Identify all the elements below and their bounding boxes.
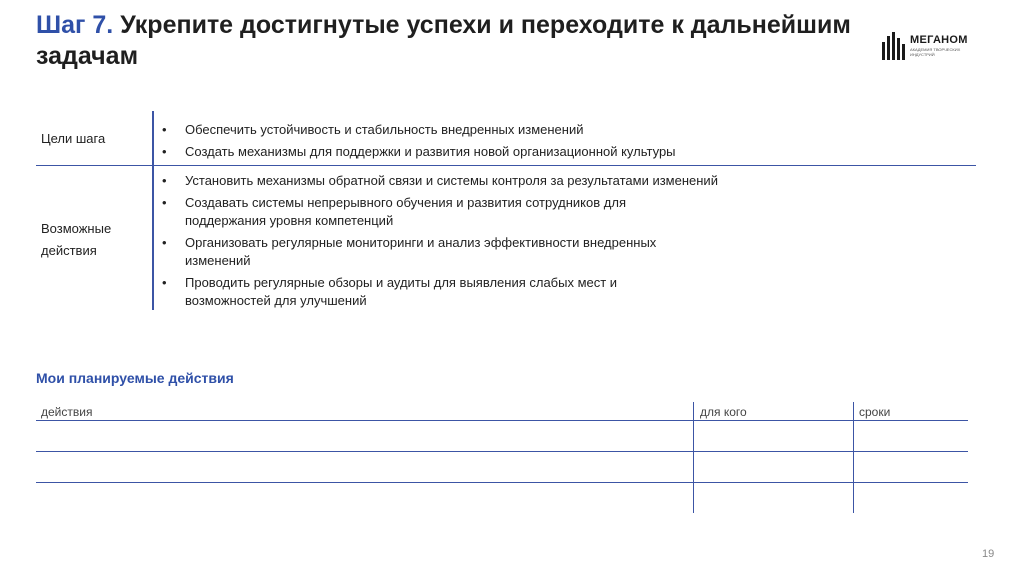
action-item: • Создавать системы непрерывного обучения и развития сотрудников для поддержания уровня компетенций — [162, 194, 702, 230]
plan-heading: Мои планируемые действия — [36, 370, 234, 386]
step-title: Укрепите достигнутые успехи и переходите к дальнейшим задачам — [36, 11, 851, 70]
plan-header-line — [36, 420, 968, 421]
actions-label-line1: Возможные — [41, 221, 112, 236]
plan-column-divider — [853, 402, 854, 513]
action-item: • Проводить регулярные обзоры и аудиты для выявления слабых мест и возможностей для улучшений — [162, 274, 702, 310]
goal-item: • Обеспечить устойчивость и стабильность внедренных изменений — [162, 121, 862, 139]
meganom-logo — [880, 30, 980, 64]
page-number: 19 — [982, 548, 995, 560]
plan-row-line — [36, 482, 968, 483]
plan-column-actions: действия — [41, 405, 93, 419]
plan-column-deadlines: сроки — [859, 405, 891, 419]
step-number: Шаг 7. — [36, 11, 114, 39]
plan-column-divider — [693, 402, 694, 513]
actions-label — [41, 218, 111, 262]
actions-label-line2: действия — [41, 243, 97, 258]
actions-list — [162, 172, 718, 314]
action-item: • Организовать регулярные мониторинги и анализ эффективности внедренных изменений — [162, 234, 702, 270]
goal-item: • Создать механизмы для поддержки и развития новой организационной культуры — [162, 143, 862, 161]
table-vertical-divider — [152, 111, 154, 310]
logo-brand: МЕГАНОМ — [910, 34, 968, 46]
action-item: • Установить механизмы обратной связи и системы контроля за результатами изменений — [162, 172, 885, 190]
table-row-divider — [36, 165, 976, 166]
plan-row-line — [36, 451, 968, 452]
goals-label: Цели шага — [41, 131, 106, 146]
logo-icon — [880, 30, 908, 62]
plan-column-for-whom: для кого — [700, 405, 747, 419]
page-title — [36, 10, 856, 72]
goals-list — [162, 121, 862, 165]
logo-subtitle: АКАДЕМИЯ ТВОРЧЕСКИХ ИНДУСТРИЙ — [910, 47, 961, 57]
